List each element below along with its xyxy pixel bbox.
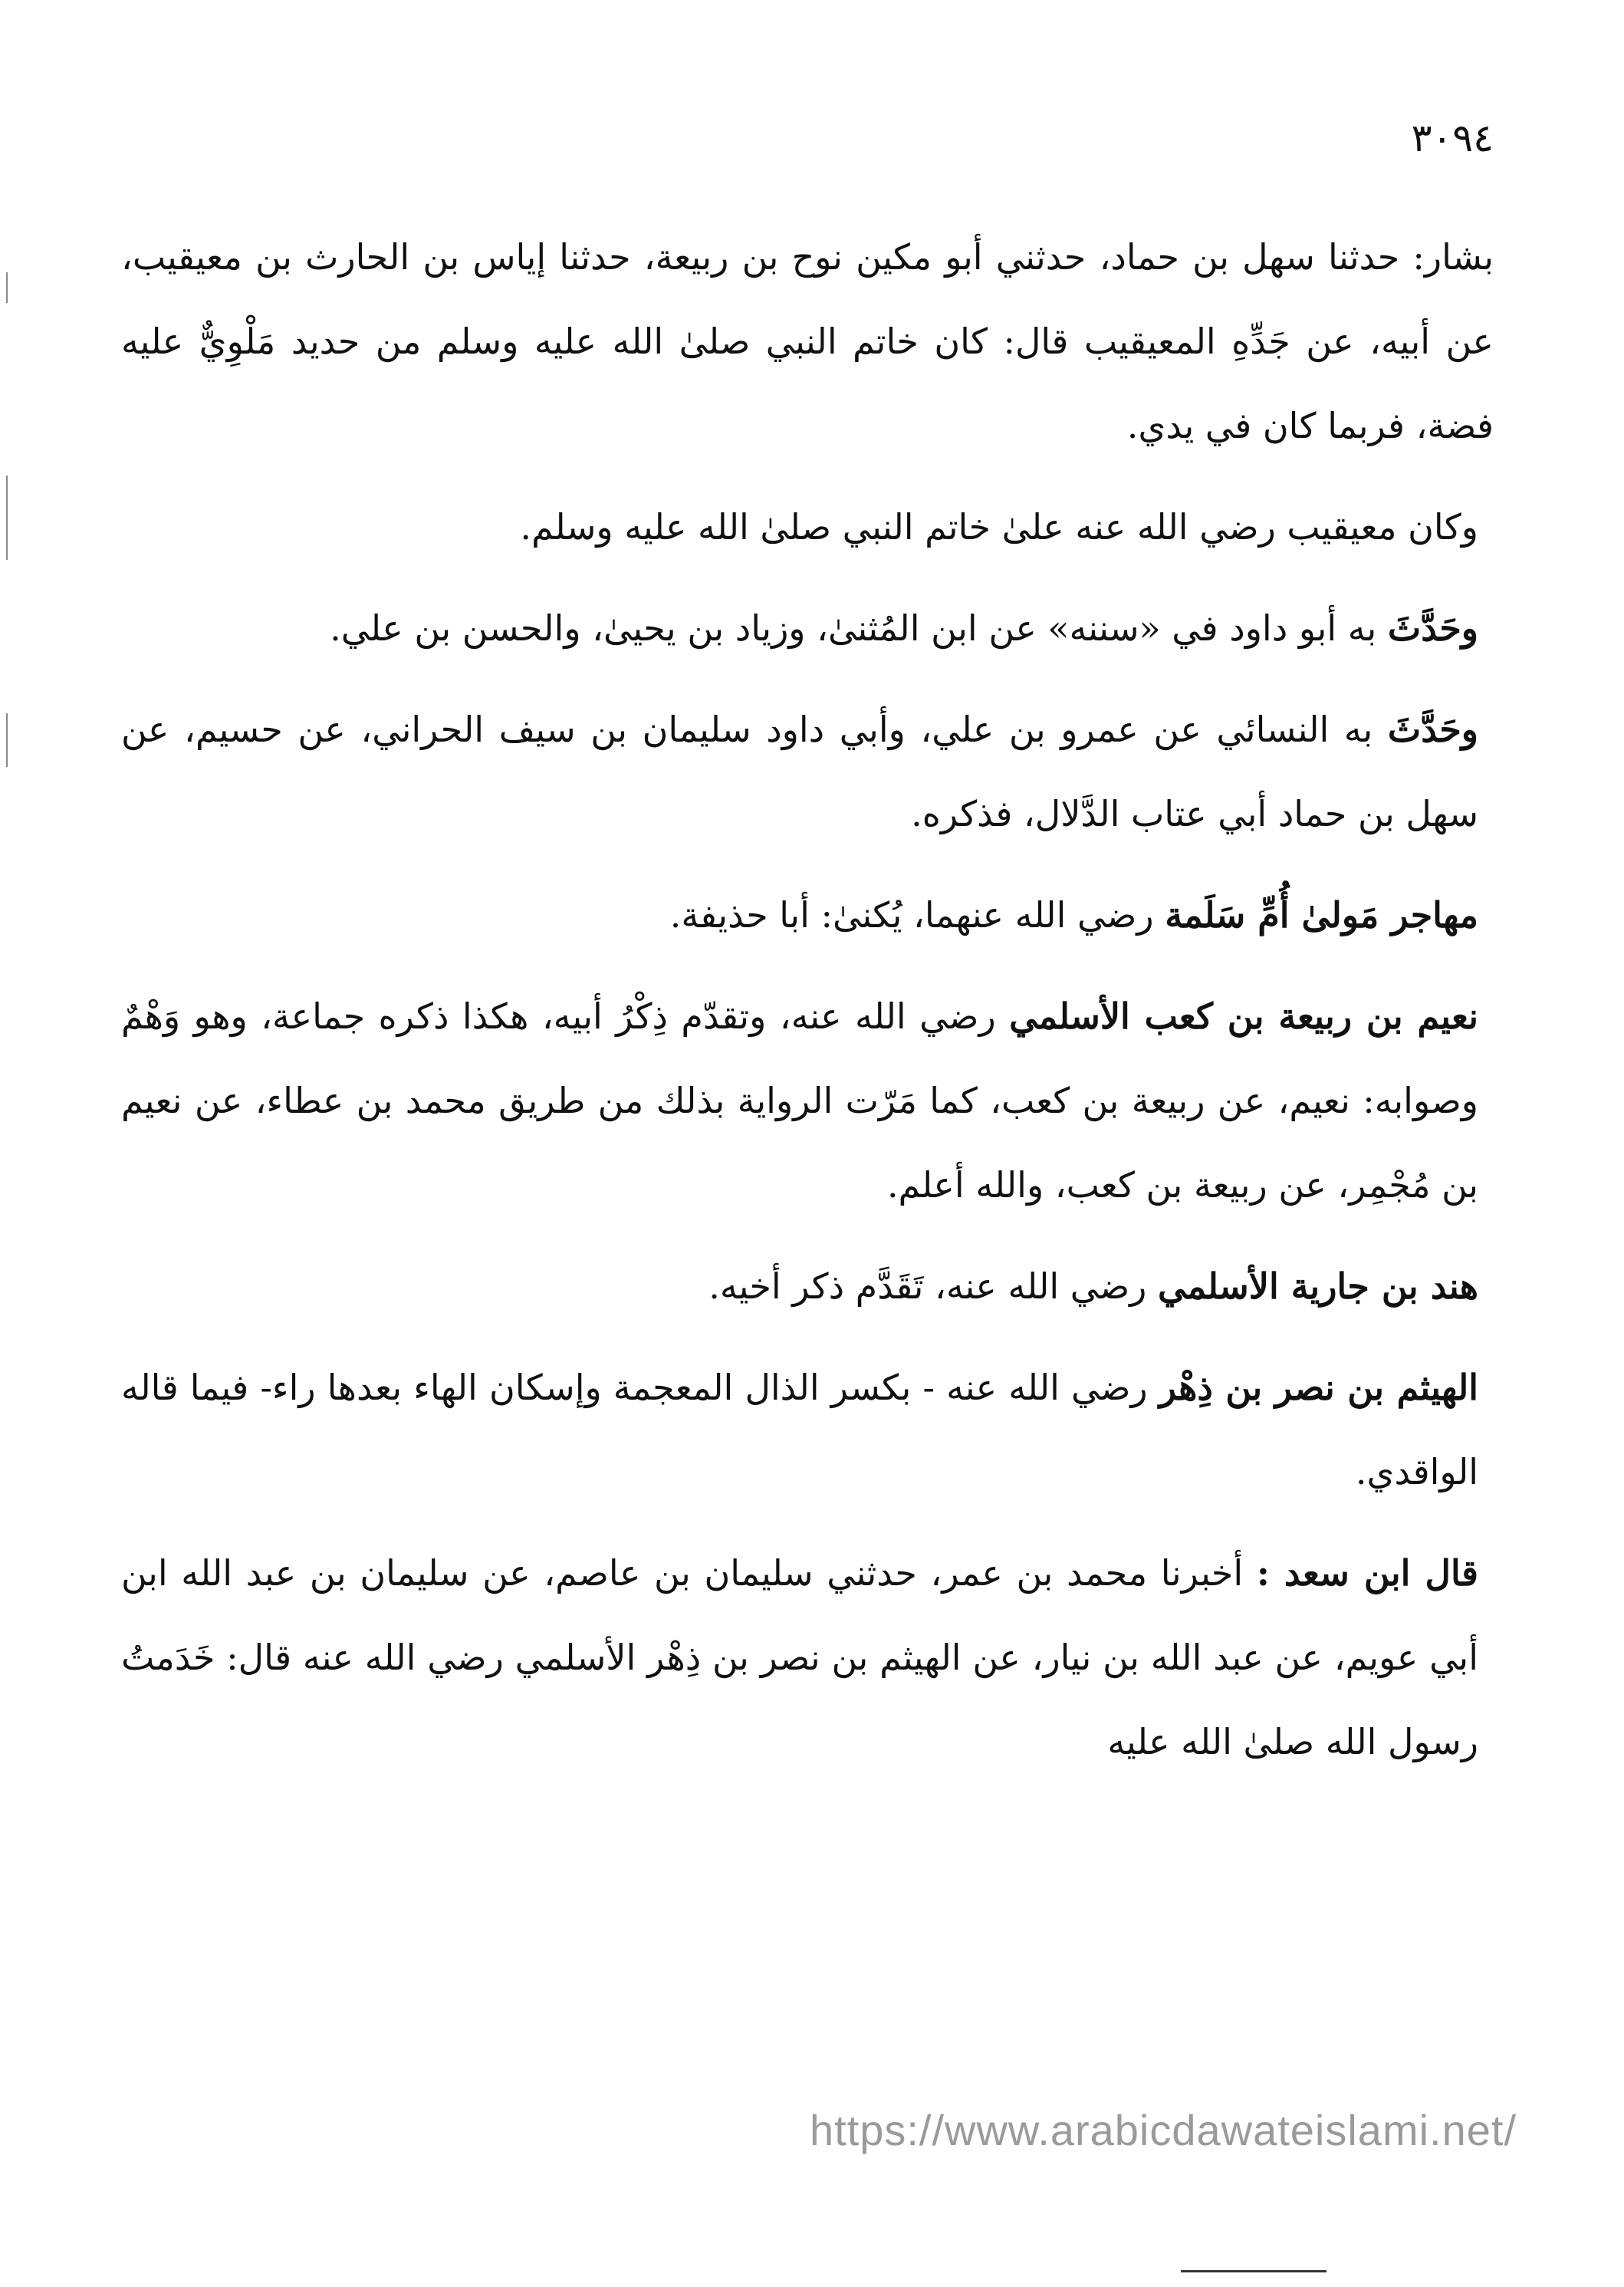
entry-text: رضي الله عنه، تَقَدَّم ذكر أخيه. (708, 1265, 1147, 1307)
scan-edge-mark (6, 713, 8, 767)
scan-edge-mark (6, 475, 8, 560)
paragraph-text: أخبرنا محمد بن عمر، حدثني سليمان بن عاصم، عن سليمان بن عبد الله ابن أبي عويم، عن عبد الله بن نيار، عن الهيثم بن نصر بن ذِهْر الأسلمي رضي الله عنه قال: خَدَمتُ رسول الله صلىٰ الله عليه (121, 1552, 1478, 1762)
entry-name: هند بن جارية الأسلمي (1158, 1265, 1478, 1307)
entry-hind (121, 1244, 1494, 1328)
paragraph-lead: وحَدَّثَ (1387, 709, 1478, 750)
paragraph-text: بشار: حدثنا سهل بن حماد، حدثني أبو مكين نوح بن ربيعة، حدثنا إياس بن الحارث بن معيقيب، عن أبيه، عن جَدِّهِ المعيقيب قال: كان خاتم النبي صلىٰ الله عليه وسلم من حديد مَلْوِيٌّ عليه فضة، فربما كان في يدي. (121, 236, 1494, 446)
entry-text: رضي الله عنه - بكسر الذال المعجمة وإسكان الهاء بعدها راء- فيما قاله الواقدي. (121, 1367, 1478, 1492)
body-text (121, 215, 1494, 1801)
paragraph-muayqib (121, 485, 1494, 569)
scan-edge-mark (6, 272, 8, 303)
entry-nuaym (121, 974, 1494, 1227)
paragraph-ibn-saad (121, 1531, 1494, 1784)
paragraph-text: به النسائي عن عمرو بن علي، وأبي داود سليمان بن سيف الحراني، عن حسيم، عن سهل بن حماد أبي عتاب الدَّلال، فذكره. (121, 709, 1478, 834)
entry-muhajir (121, 873, 1494, 957)
paragraph-lead: قال ابن سعد : (1256, 1552, 1478, 1594)
paragraph-nasai (121, 687, 1494, 856)
entry-text: رضي الله عنه، وتقدّم ذِكْرُ أبيه، هكذا ذكره جماعة، وهو وَهْمٌ وصوابه: نعيم، عن ربيعة بن كعب، كما مَرّت الرواية بذلك من طريق محمد بن عطاء، عن نعيم بن مُجْمِر، عن ربيعة بن كعب، والله أعلم. (121, 995, 1478, 1206)
paragraph-hadith-ring (121, 215, 1494, 468)
entry-text: رضي الله عنهما، يُكنىٰ: أبا حذيفة. (669, 894, 1154, 936)
paragraph-abu-dawud (121, 586, 1494, 670)
paragraph-text: وكان معيقيب رضي الله عنه علىٰ خاتم النبي صلىٰ الله عليه وسلم. (520, 506, 1478, 548)
entry-name: نعيم بن ربيعة بن كعب الأسلمي (1009, 995, 1478, 1037)
page-number: ٣٠٩٤ (1411, 116, 1494, 160)
entry-haytham (121, 1345, 1494, 1514)
bottom-rule (1181, 2270, 1326, 2272)
website-watermark: https://www.arabicdawateislami.net/ (809, 2106, 1517, 2154)
entry-name: مهاجر مَولىٰ أُمِّ سَلَمة (1165, 894, 1478, 936)
paragraph-lead: وحَدَّثَ (1387, 607, 1478, 649)
entry-name: الهيثم بن نصر بن ذِهْر (1159, 1367, 1478, 1408)
paragraph-text: به أبو داود في «سننه» عن ابن المُثنىٰ، وزياد بن يحيىٰ، والحسن بن علي. (330, 607, 1377, 649)
